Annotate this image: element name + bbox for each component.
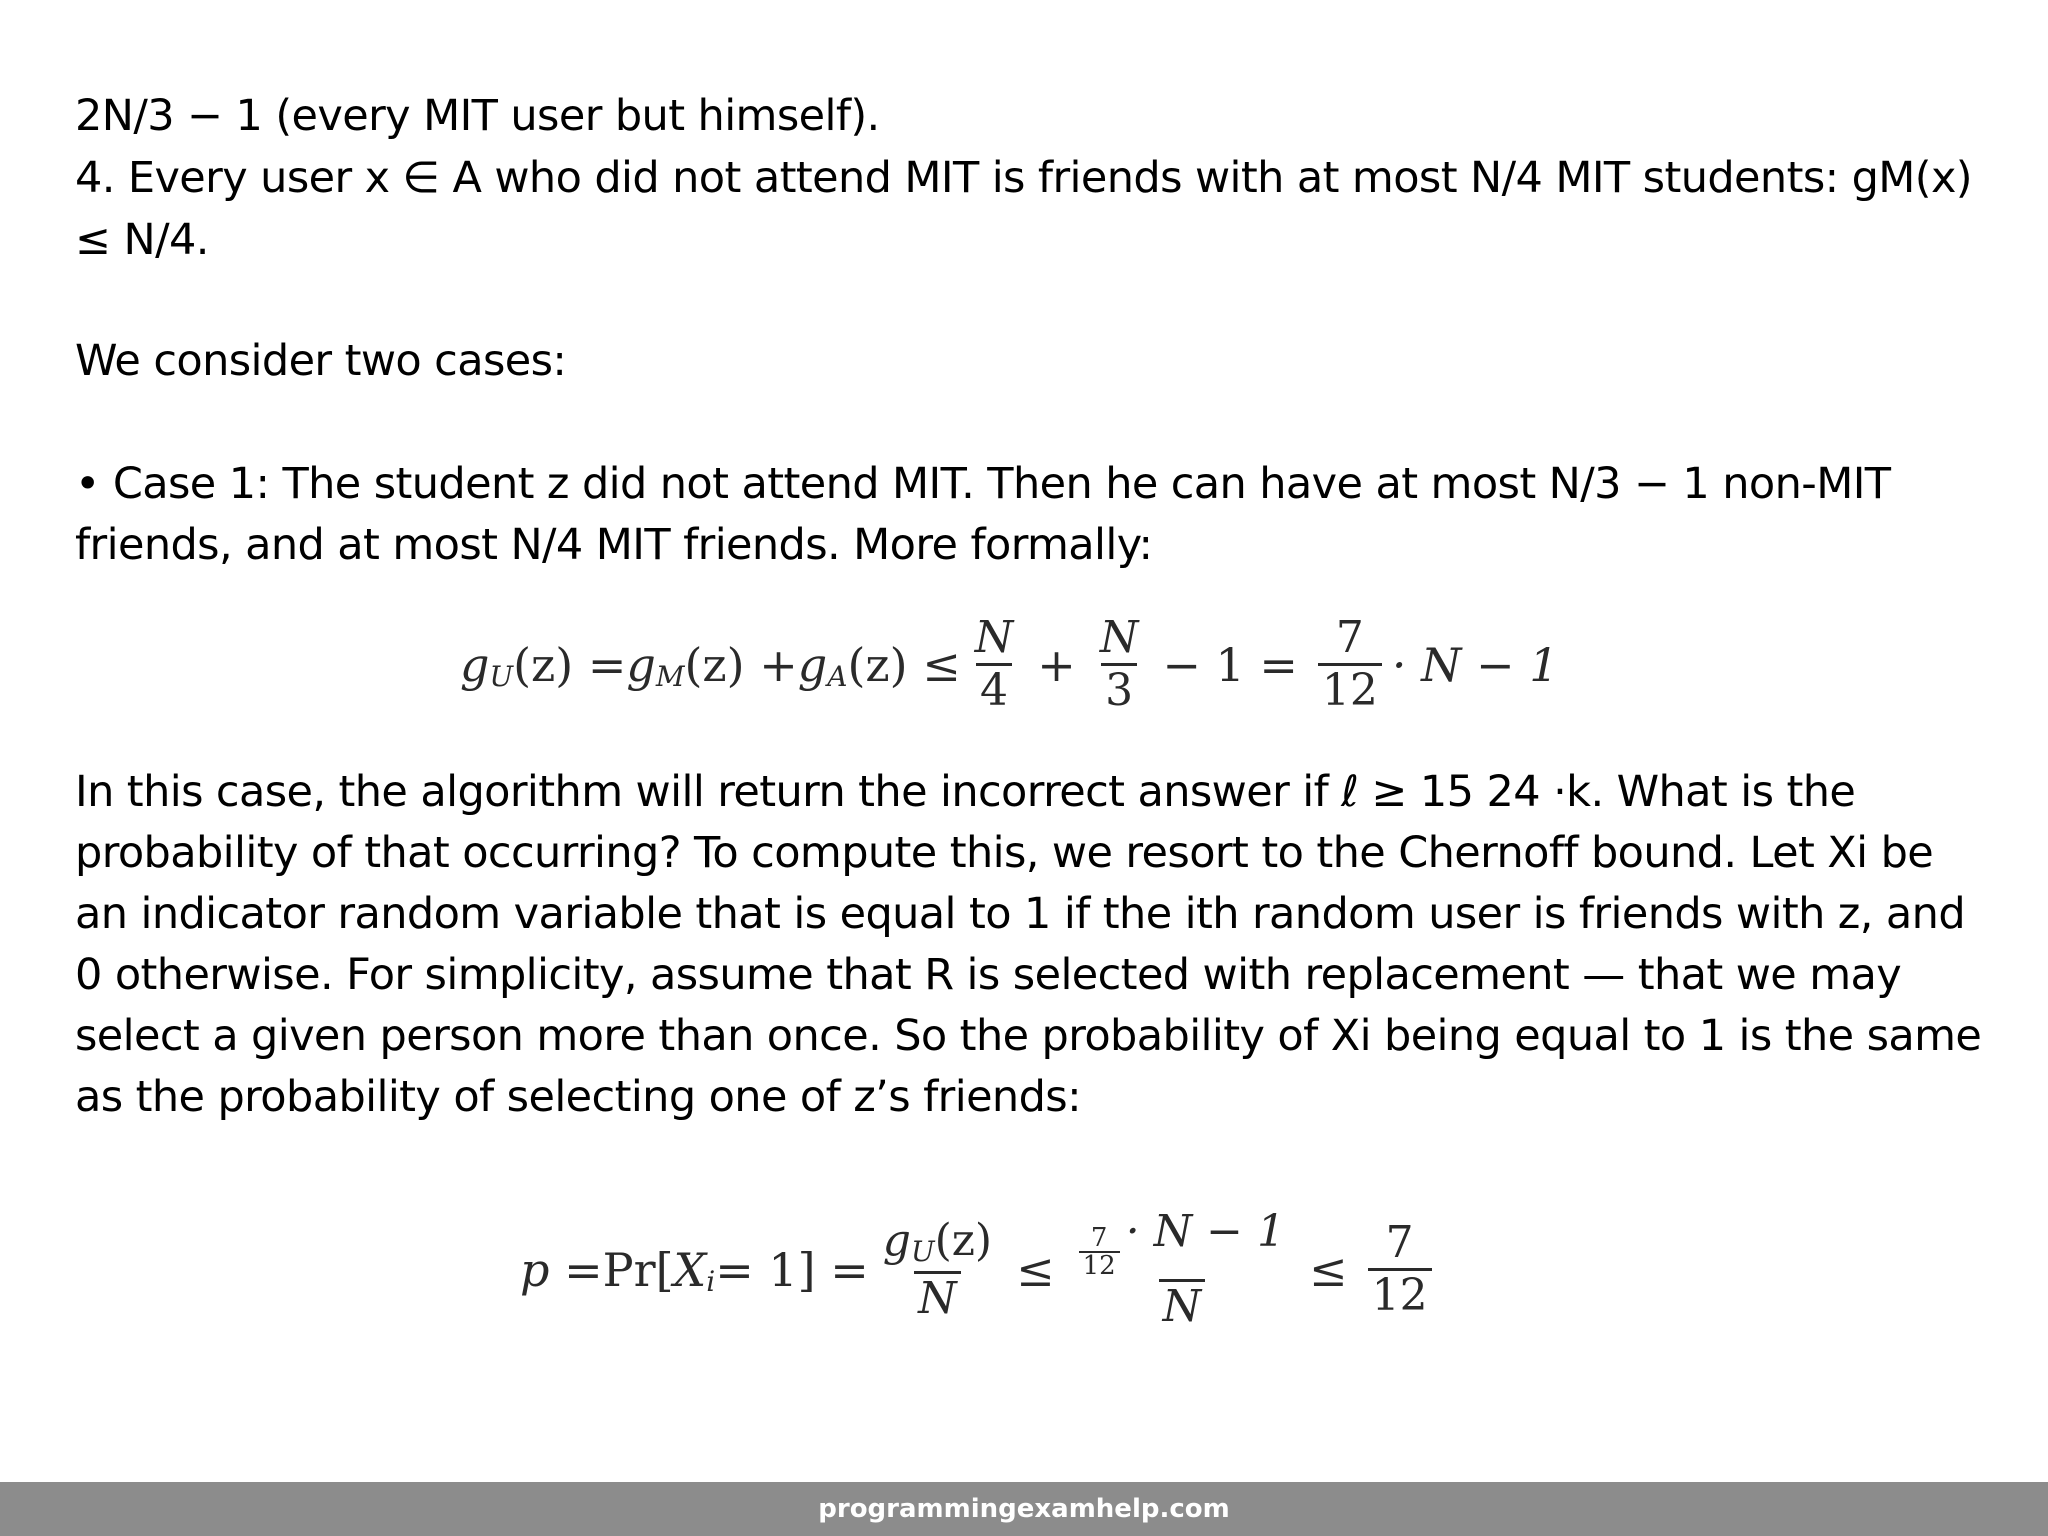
formula1-num-1: N — [974, 612, 1014, 663]
formula1-tail: · N − 1 — [1391, 637, 1559, 692]
formula2-le1: ≤ — [1016, 1242, 1055, 1297]
formula1-frac-n-3 — [1096, 613, 1143, 716]
formula2-num-1 — [879, 1216, 996, 1271]
text-line-6: friends, and at most N/4 MIT friends. More formally: — [75, 520, 1153, 570]
formula2-num-sub: U — [910, 1234, 935, 1268]
formula2-num-z: (z) — [934, 1214, 993, 1266]
text-line-11: select a given person more than once. So the probability of Xi being equal to 1 is the same — [75, 1011, 1982, 1061]
formula1-num-2: N — [1099, 612, 1139, 663]
text-line-9: an indicator random variable that is equal to 1 if the ith random user is friends with z, and — [75, 889, 1966, 939]
formula2-num-2-tail: · N − 1 — [1125, 1206, 1286, 1257]
formula2-small-num: 7 — [1090, 1223, 1108, 1253]
text-line-4: We consider two cases: — [75, 336, 567, 386]
text-line-12: as the probability of selecting one of z’s friends: — [75, 1072, 1081, 1122]
text-line-1: 2N/3 − 1 (every MIT user but himself). — [75, 91, 880, 141]
formula1-sub-m: M — [655, 660, 685, 693]
formula2-den-1: N — [914, 1271, 961, 1324]
text-line-2: 4. Every user x ∈ A who did not attend MIT is friends with at most N/4 MIT students: gM(x) — [75, 153, 1972, 203]
formula1-z2: (z) + — [684, 637, 798, 692]
footer-bar — [0, 1482, 2048, 1536]
formula2-frac-bound — [1075, 1207, 1289, 1332]
formula1-minus-one: − 1 = — [1162, 637, 1298, 692]
formula2-num-3: 7 — [1385, 1217, 1414, 1268]
formula2-sub-i: i — [706, 1265, 716, 1298]
formula1-plus: + — [1037, 637, 1076, 692]
formula2-le2: ≤ — [1309, 1242, 1348, 1297]
formula2-small-frac — [1079, 1225, 1120, 1279]
text-line-7: In this case, the algorithm will return the incorrect answer if ℓ ≥ 15 24 ·k. What is the — [75, 767, 1856, 817]
formula2-pr: Pr[ — [602, 1242, 674, 1297]
text-line-10: 0 otherwise. For simplicity, assume that R is selected with replacement — that we may — [75, 950, 1902, 1000]
formula1-frac-7-12 — [1318, 613, 1382, 716]
formula2-eq1: = 1] = — [715, 1242, 869, 1297]
text-line-3: ≤ N/4. — [75, 215, 209, 265]
formula1-g-u: g — [460, 637, 490, 692]
formula2-den-3: 12 — [1368, 1268, 1432, 1321]
formula2-frac-7-12 — [1368, 1218, 1432, 1321]
formula1-sub-u: U — [489, 660, 514, 693]
formula1-g-m: g — [626, 637, 656, 692]
text-line-8: probability of that occurring? To compute this, we resort to the Chernoff bound. Let Xi be — [75, 828, 1934, 878]
formula2-p: p = — [520, 1242, 603, 1297]
formula2-num-g: g — [882, 1214, 911, 1266]
formula2-den-2: N — [1159, 1279, 1206, 1332]
formula1-g-a: g — [797, 637, 828, 692]
formula-probability — [520, 1195, 1428, 1332]
formula2-num-2 — [1075, 1207, 1289, 1279]
formula1-sub-a: A — [827, 660, 848, 693]
text-line-5: • Case 1: The student z did not attend MIT. Then he can have at most N/3 − 1 non-MIT — [75, 459, 1891, 509]
formula2-x: X — [673, 1242, 707, 1297]
formula1-z1: (z) = — [513, 637, 627, 692]
formula1-den-2: 3 — [1101, 663, 1137, 716]
formula1-z3: (z) ≤ — [847, 637, 961, 692]
formula2-small-den: 12 — [1079, 1251, 1120, 1279]
formula1-den-1: 4 — [976, 663, 1012, 716]
footer-site-link[interactable]: programmingexamhelp.com — [818, 1494, 1230, 1524]
formula2-frac-gu-n — [879, 1216, 996, 1324]
formula1-frac-n-4 — [971, 613, 1018, 716]
formula-degree-bound — [460, 605, 1559, 723]
formula1-num-3: 7 — [1335, 612, 1364, 663]
formula1-den-3: 12 — [1318, 663, 1382, 716]
